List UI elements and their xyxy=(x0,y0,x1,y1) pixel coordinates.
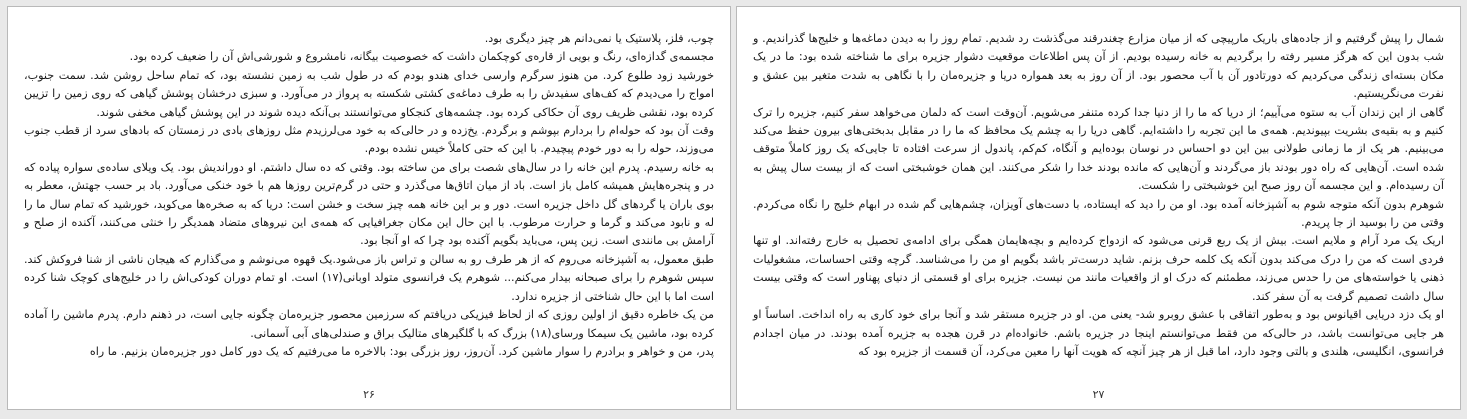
left-page-text xyxy=(24,30,714,361)
left-page xyxy=(7,6,731,410)
paragraph: پدر، من و خواهر و برادرم را سوار ماشین کرد. آن‌روز، روز بزرگی بود: بالاخره ما می‌رفتیم که یک دور کامل دور جزیره‌مان بزنیم. ما راه xyxy=(89,344,714,358)
paragraph: چوب، فلز، پلاستیک یا نمی‌دانم هر چیز دیگری بود. xyxy=(484,32,714,45)
paragraph: به خانه رسیدم. پدرم این خانه را در سال‌های شصت برای من ساخته بود. وقتی که ده سال داشتم. او دوراندیش بود. یک ویلای ساده‌ی سواره پیاده که در و پنجره‌هایش همیشه کامل باز است. باد از میان اتاق‌ها می‌گذرد و حتی در گرم‌ترین روزها هم با خود خنکی می‌آورد. باد بر حسب جهتش، معطر به بوی باران یا گردهای گل داخل جزیره است. دور و بر این خانه همه چیز سخت و خشن است: دریا که به صخره‌ها می‌کوبد، خورشید که تمام سال ما را له و نابود می‌کند و گرما و حرارت مرطوب. با این حال این مکان جغرافیایی که همه‌ی این نیروهای متضاد همدیگر را خنثی می‌کنند، آکنده از صلح و آرامش بی مانندی است. زین پس، می‌باید بگویم آکنده بود چرا که او آنجا بود. xyxy=(24,160,714,248)
paragraph: طبق معمول، به آشپزخانه می‌روم که از هر طرف رو به سالن و تراس باز می‌شود.یک قهوه می‌نوشم و می‌گذارم که هیجان ناشی از شنا فروکش کند. سپس شوهرم را برای صبحانه بیدار می‌کنم... شوهرم یک فرانسوی متولد اوبانی(۱۷) است. او تمام دوران کودکی‌اش را در خلیج‌های کوچک شنا کرده است اما با این حال شناختی از جزیره ندارد. xyxy=(24,252,715,303)
paragraph: اریک یک مرد آرام و ملایم است. بیش از یک ربع قرنی می‌شود که ازدواج کرده‌ایم و بچه‌هایمان همگی برای ادامه‌ی تحصیل به خارج رفته‌اند. او تنها فردی است که من را درک می‌کند بدون آنکه یک کلمه حرف بزنم. شاید درست‌تر باشد بگویم او من را می‌شناسد. گرچه وقتی احساسات، مشغولیات ذهنی یا خواسته‌های من را حدس می‌زند، مطمئنم که درک او از واقعیات مانند من نیست. جزیره برای او قسمتی از دنیای پهناور است که وقتی بیست سال داشت تصمیم گرفت به آن سفر کند. xyxy=(753,234,1444,303)
page-number: ۲۷ xyxy=(1092,388,1105,401)
paragraph: شمال را پیش گرفتیم و از جاده‌های باریک مارپیچی که از میان مزارع چغندرقند می‌گذشت رد شدیم. تمام روز را به دیدن دماغه‌ها و خلیج‌ها گذراندیم. و شب بدون این که هرگز مسیر رفته را برگردیم به خانه رسیده بودیم. از آن پس اطلاعات موقعیت دشوار جزیره برای ما شناخته شده بود: ما در یک مکان بسته‌ای زندگی می‌کردیم که دورتادور آن با آب محصور بود. از آن روز به بعد همواره دریا و جزیره‌مان را با نگاهی به شدت متغیر بین عشق و نفرت می‌نگریستیم. xyxy=(753,32,1444,101)
right-page-text xyxy=(753,30,1444,361)
paragraph: شوهرم بدون آنکه متوجه شوم به آشپزخانه آمده بود. او من را دید که ایستاده، با دست‌های آویزان، چشم‌هایی گم شده در ابهام خلیج را نگاه می‌کردم. وقتی من را بوسید از جا پریدم. xyxy=(753,197,1444,230)
page-number: ۲۶ xyxy=(363,388,375,401)
paragraph: گاهی از این زندان آب به ستوه می‌آییم؛ از دریا که ما را از دنیا جدا کرده متنفر می‌شویم. آن‌وقت است که دلمان می‌خواهد سفر کنیم، جزیره را ترک کنیم و به بقیه‌ی بشریت بپیوندیم. همه‌ی ما این تجربه را داشته‌ایم. گاهی دریا را به چشم یک محافظ که ما را در مقابل بدبختی‌های بیرون حفظ می‌کند می‌بینیم. هر یک از ما زمانی طولانی بین این دو احساس در نوسان بوده‌ایم و آنگاه، کم‌کم، پاندول از سرعت افتاده تا جایی‌که یک روز کاملاً متوقف شده است. آن‌هایی که راه دور بودند باز می‌گردند و آن‌هایی که مانده بودند خدا را شکر می‌کنند. این همان خوشبختی است که از بیست سال پیش به آن رسیده‌ام. و این مجسمه آن روز صبح این خوشبختی را شکست. xyxy=(753,105,1444,193)
paragraph: خورشید زود طلوع کرد. من هنوز سرگرم وارسی خدای هندو بودم که در طول شب به زمین نشسته بود، که تمام ساحل روشن شد. سمت جنوب، امواج را می‌دیدم که کف‌های سفیدش را به طرف دماغه‌ی کشتی شکسته به پرواز در می‌آورد. و سبزی درخشان پوشش گیاهی که روی زمین را تزیین کرده بود، نقشی ظریف روی آن حکاکی کرده بود. چشمه‌های کنجکاو می‌توانستند بی‌آنکه دیده شوند در این پوشش گیاهی مخفی شوند. xyxy=(24,68,714,119)
paragraph: وقت آن بود که حوله‌ام را بردارم بپوشم و برگردم. یخ‌زده و در حالی‌که به خود می‌لرزیدم مثل روزهای بادی در زمستان که بادهای سرد از قطب جنوب می‌وزند، حوله را به دور خودم پیچیدم. با این که حتی کاملاً خیس نشده بودم. xyxy=(24,124,714,156)
paragraph: من یک خاطره دقیق از اولین روزی که از لحاظ فیزیکی دریافتم که سرزمین محصور جزیره‌مان چگونه جایی است، در ذهنم دارم. پدرم ماشین را آماده کرده بود، ماشین یک سیمکا ورسای(۱۸) بزرگ که با گلگیرهای متالیک براق و صندلی‌های آبی آسمانی. xyxy=(24,308,714,340)
paragraph: مجسمه‌ی گدازه‌ای، رنگ و بویی از قاره‌ی کوچکمان داشت که خصوصیت بیگانه، نامشروع و شورشی‌اش آن را ضعیف کرده بود. xyxy=(129,50,714,64)
paragraph: او یک دزد دریایی اقیانوس بود و به‌طور اتفاقی با عشق روبرو شد- یعنی من. او در جزیره مستقر شد و آنجا برای خود کاری به راه انداخت. اساساً او هر جایی می‌توانست باشد، در حالی‌که من فقط می‌توانستم اینجا در جزیره باشم. خانواده‌ام در قرن هجده به جزیره آمده بودند. در میان اجدادم فرانسوی، انگلیسی، هلندی و بالتی وجود دارد، اما قبل از هر چیز آنچه که هویت آنها را معین می‌کرد، آن قسمت از جزیره بود که xyxy=(753,308,1444,358)
right-page xyxy=(736,6,1461,410)
